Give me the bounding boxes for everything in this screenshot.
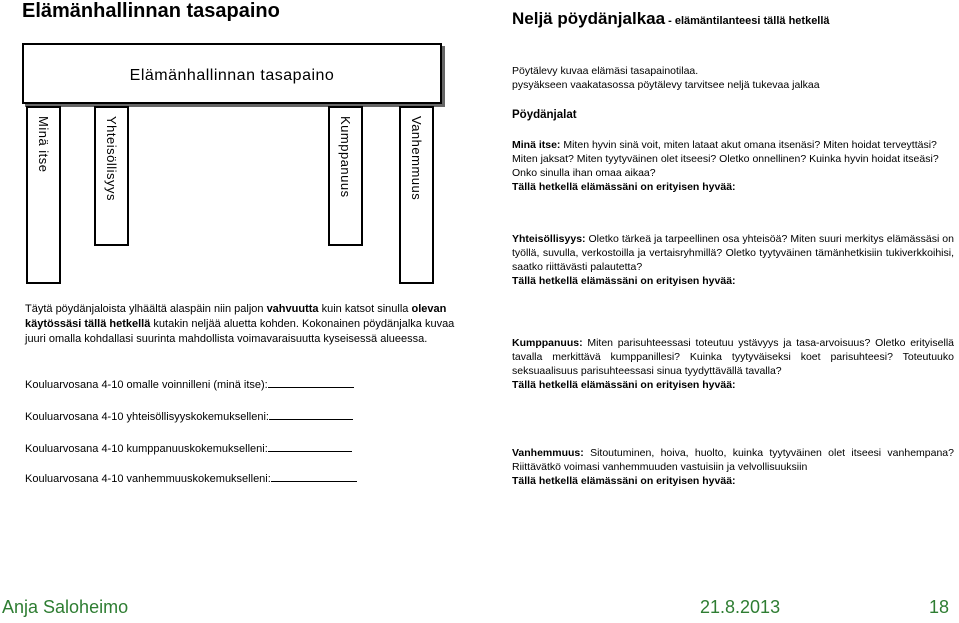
section-text: Oletko tärkeä ja tarpeellinen osa yhteisöä? Miten suuri merkitys elämässäsi on työllä, suvulla, verkostoilla ja vertaisryhmillä? Oletko tyytyväinen tämänhetkisiin tukiverkkoihisi, saatko riittävästi palautetta? — [512, 233, 954, 273]
section-title: Minä itse: — [512, 139, 561, 151]
right-intro — [512, 64, 954, 92]
grade-blank[interactable] — [271, 472, 357, 482]
section-title: Yhteisöllisyys: — [512, 233, 586, 245]
section-text: Miten hyvin sinä voit, miten lataat akut omana itsenäsi? Miten hoidat terveyttäsi? Miten jaksat? Miten tyytyväinen olet itseesi? Oletko onnellinen? Kuinka hyvin hoidat itseäsi? Onko sinulla ihan omaa aikaa? — [512, 139, 939, 179]
footer-date: 21.8.2013 — [700, 597, 781, 617]
table-leg-kumppanuus — [328, 106, 363, 246]
section-text: Miten parisuhteessasi toteutuu ystävyys ja tasa-arvoisuus? Oletko erityisellä tavalla merkittävä kumppanillesi? Kuinka tyytyväiseksi koet parisuhteesi? Toteutuuko seksuaalisuus parisuhteessasi sinua tyydyttävällä tavalla? — [512, 337, 954, 377]
section-title: Kumppanuus: — [512, 337, 583, 349]
left-heading: Elämänhallinnan tasapaino — [22, 0, 280, 22]
footer-page-number: 18 — [929, 597, 950, 617]
table-leg-vanhemmuus — [399, 106, 434, 284]
table-leg-label: Kumppanuus — [338, 116, 353, 198]
table-leg-mina-itse — [26, 106, 61, 284]
section-need-label: Tällä hetkellä elämässäni on erityisen hyvää: — [512, 475, 736, 487]
section-mina-itse — [512, 138, 954, 194]
instructions-bold: olevan käytössäsi tällä hetkellä — [25, 303, 447, 330]
right-subheading: Pöydänjalat — [512, 109, 577, 121]
section-kumppanuus — [512, 336, 954, 392]
table-leg-label: Minä itse — [36, 116, 51, 173]
grade-line-vanhemmuus — [25, 472, 357, 485]
grade-line-kumppanuus — [25, 442, 352, 455]
grade-label: Kouluarvosana 4-10 yhteisöllisyyskokemukselleni: — [25, 411, 269, 423]
instructions-bold: vahvuutta — [266, 303, 319, 315]
section-yhteisollisyys — [512, 232, 954, 288]
section-title: Vanhemmuus: — [512, 447, 584, 459]
footer-author: Anja Saloheimo — [2, 597, 129, 617]
instructions-text: kuin katsot sinulla — [318, 303, 412, 315]
instructions-paragraph — [25, 302, 470, 347]
section-text: Sitoutuminen, hoiva, huolto, kuinka tyytyväinen olet itseesi vanhempana? Riittävätkö voimasi vanhemmuuden vastuisiin ja velvollisuuksiin — [512, 447, 954, 473]
instructions-text: Täytä pöydänjaloista ylhäältä alaspäin niin paljon — [25, 303, 267, 315]
grade-blank[interactable] — [269, 410, 353, 420]
table-top — [22, 43, 442, 104]
grade-label: Kouluarvosana 4-10 kumppanuuskokemukselleni: — [25, 443, 268, 455]
right-intro-line: Pöytälevy kuvaa elämäsi tasapainotilaa. — [512, 65, 699, 77]
section-need-label: Tällä hetkellä elämässäni on erityisen hyvää: — [512, 181, 736, 193]
grade-label: Kouluarvosana 4-10 vanhemmuuskokemukselleni: — [25, 473, 271, 485]
grade-blank[interactable] — [268, 442, 352, 452]
right-heading-subtitle: - elämäntilanteesi tällä hetkellä — [665, 15, 830, 27]
section-need-label: Tällä hetkellä elämässäni on erityisen hyvää: — [512, 379, 736, 391]
grade-line-yhteisollisyys — [25, 410, 353, 423]
section-vanhemmuus — [512, 446, 954, 488]
grade-line-mina-itse — [25, 378, 354, 391]
right-intro-line: pysyäkseen vaakatasossa pöytälevy tarvitsee neljä tukevaa jalkaa — [512, 79, 820, 91]
right-heading — [512, 9, 830, 29]
grade-blank[interactable] — [268, 378, 354, 388]
section-need-label: Tällä hetkellä elämässäni on erityisen hyvää: — [512, 275, 736, 287]
table-leg-yhteisollisyys — [94, 106, 129, 246]
table-top-label: Elämänhallinnan tasapaino — [129, 66, 335, 84]
table-leg-label: Yhteisöllisyys — [104, 116, 119, 202]
instructions-text: kutakin neljää aluetta kohden. Kokonainen pöydänjalka kuvaa juuri omalla kohdallasi suurinta mahdollista voimavaraisuutta kyseisessä alueessa. — [25, 318, 455, 345]
grade-label: Kouluarvosana 4-10 omalle voinnilleni (minä itse): — [25, 379, 268, 391]
right-heading-title: Neljä pöydänjalkaa — [512, 9, 666, 28]
table-leg-label: Vanhemmuus — [409, 116, 424, 201]
